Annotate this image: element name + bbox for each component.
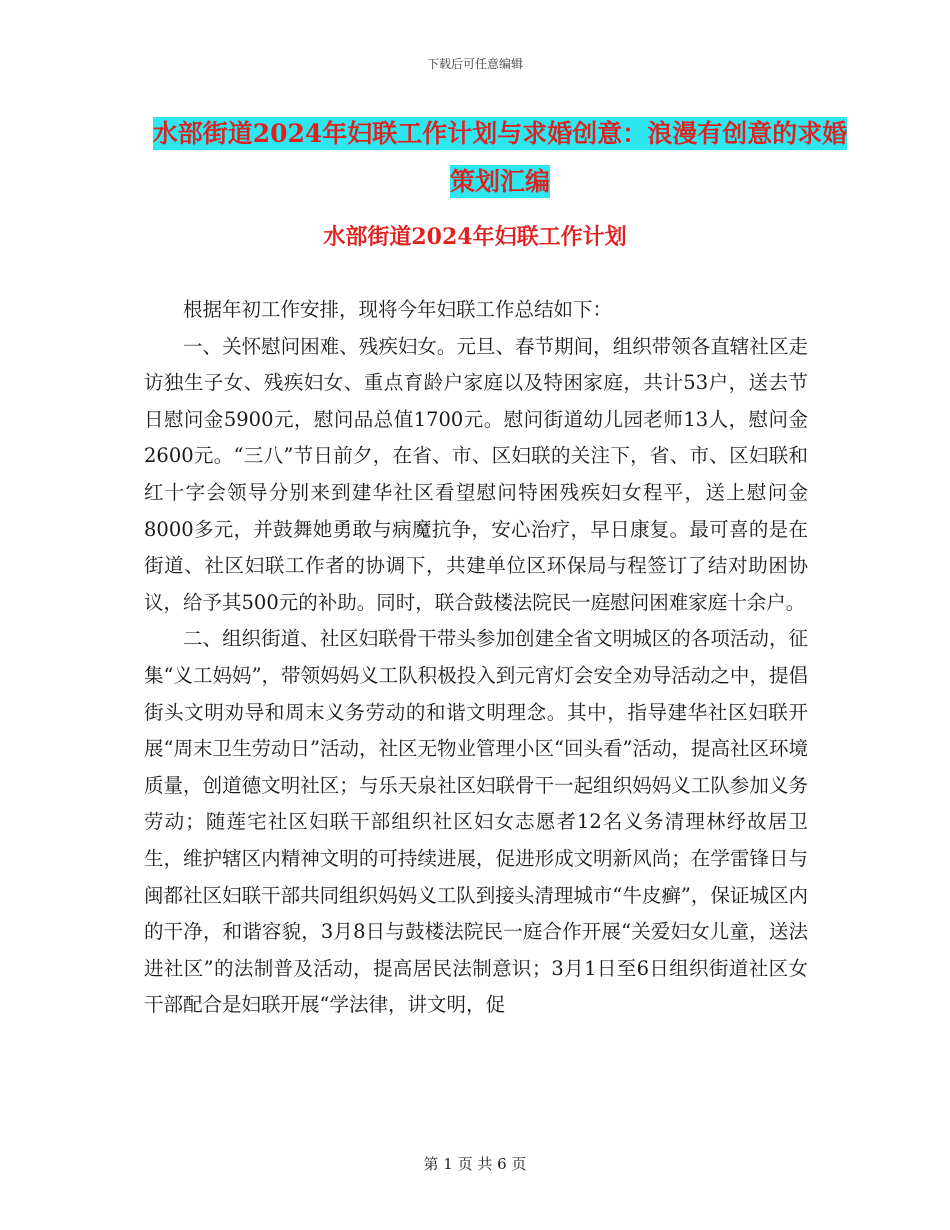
paragraph-2: 二、组织街道、社区妇联骨干带头参加创建全省文明城区的各项活动，征集“义工妈妈”，带领妈妈义工队积极投入到元宵灯会安全劝导活动之中，提倡街头文明劝导和周末义务劳动的和谐文明理念。其中，指导建华社区妇联开展“周末卫生劳动日”活动，社区无物业管理小区“回头看”活动，提高社区环境质量，创道德文明社区；与乐天泉社区妇联骨干一起组织妈妈义工队参加义务劳动；随莲宅社区妇联干部组织社区妇女志愿者12名义务清理林纾故居卫生，维护辖区内精神文明的可持续进展，促进形成文明新风尚；在学雷锋日与闽都社区妇联干部共同组织妈妈义工队到接头清理城市“牛皮癣”，保证城区内的干净，和谐容貌，3月8日与鼓楼法院民一庭合作开展“关爱妇女儿童，送法进社区”的法制普及活动，提高居民法制意识；3月1日至6日组织街道社区女干部配合是妇联开展“学法律，讲文明，促 <box>144 627 808 1017</box>
section-title: 水部街道2024年妇联工作计划 <box>323 224 627 250</box>
document-title <box>150 110 850 206</box>
header-note: 下载后可任意编辑 <box>426 57 523 71</box>
paragraph-intro: 根据年初工作安排，现将今年妇联工作总结如下： <box>183 298 613 321</box>
paragraph-1: 一、关怀慰问困难、残疾妇女。元旦、春节期间，组织带领各直辖社区走访独生子女、残疾妇女、重点育龄户家庭以及特困家庭，共计53户，送去节日慰问金5900元，慰问品总值1700元。慰问街道幼儿园老师13人，慰问金2600元。“三八”节日前夕，在省、市、区妇联的关注下，省、市、区妇联和红十字会领导分别来到建华社区看望慰问特困残疾妇女程平，送上慰问金8000多元，并鼓舞她勇敢与病魔抗争，安心治疗，早日康复。最可喜的是在街道、社区妇联工作者的协调下，共建单位区环保局与程签订了结对助困协议，给予其500元的补助。同时，联合鼓楼法院民一庭慰问困难家庭十余户。 <box>144 334 808 614</box>
page-footer: 第 1 页 共 6 页 <box>423 1155 527 1173</box>
body-text <box>144 292 808 1024</box>
document-title-text: 水部街道2024年妇联工作计划与求婚创意：浪漫有创意的求婚策划汇编 <box>152 119 848 196</box>
